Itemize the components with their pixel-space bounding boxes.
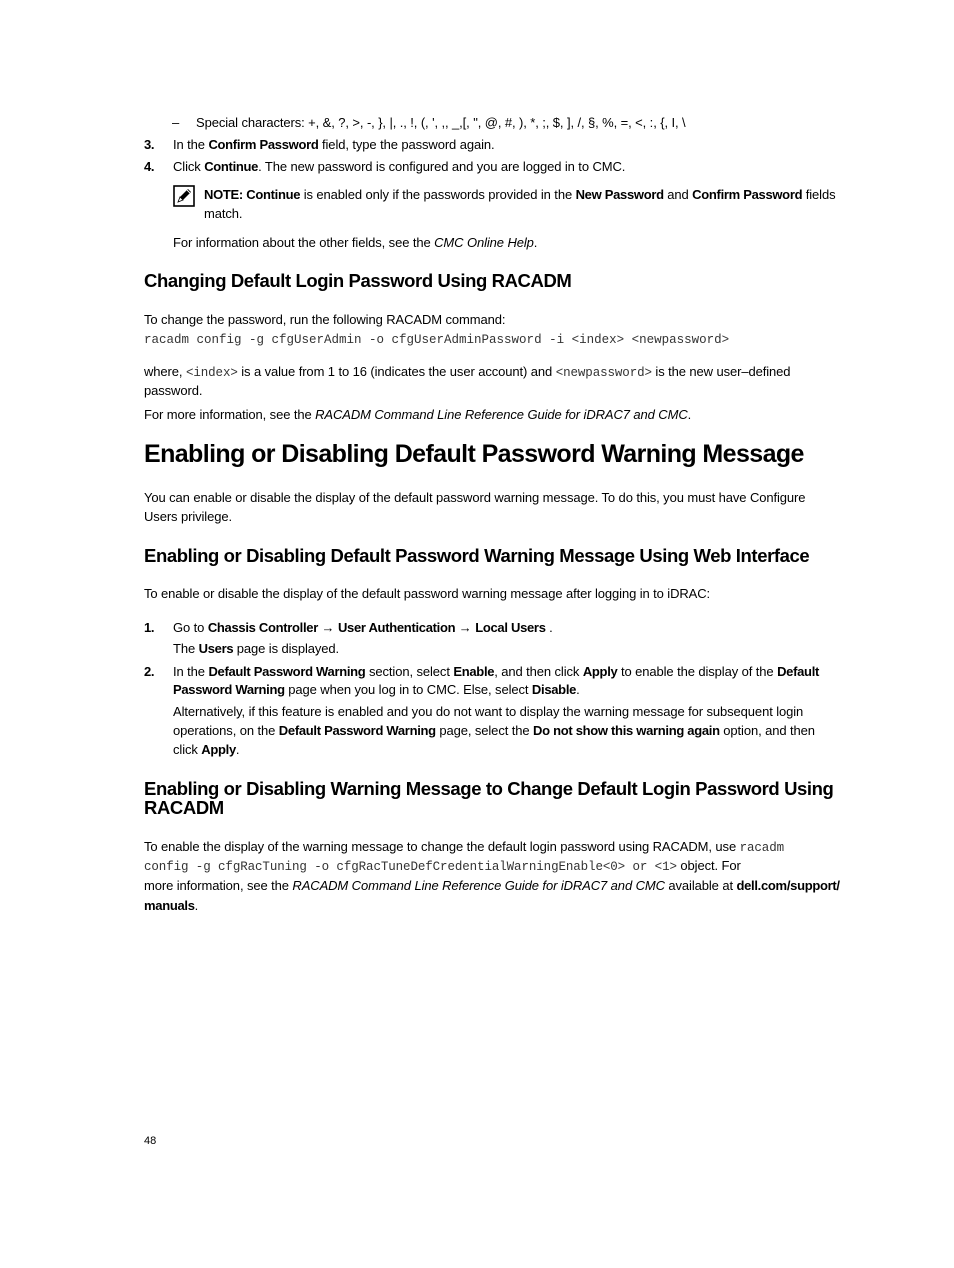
info-post: .: [533, 235, 538, 250]
more-info-post: .: [687, 407, 692, 422]
step-4-post: . The new password is configured and you are logged in to CMC.: [258, 159, 626, 174]
info-pre: For information about the other fields, see the: [173, 235, 435, 250]
heading-enabling-disabling-warning: Enabling or Disabling Default Password Warning Message: [144, 440, 804, 468]
s2-l1-t3: to enable the display of the: [617, 664, 778, 679]
where-text-3: is the new user–defined: [651, 364, 791, 379]
result-post: page is displayed.: [233, 641, 340, 656]
note-text-3: fields: [802, 187, 836, 202]
users-page-ref: Users: [198, 641, 234, 656]
code-newpassword: <newpassword>: [555, 366, 652, 380]
code-racadm: racadm: [739, 841, 785, 855]
alt-line-2: [173, 721, 815, 740]
racadm2-line-4: [144, 896, 198, 915]
arrow-right-icon: →: [318, 620, 338, 635]
more-info-pre: For more information, see the: [144, 407, 316, 422]
where-line-1: [144, 362, 790, 383]
s2-disable: Disable: [531, 682, 577, 697]
s2-default: Default: [777, 664, 820, 679]
racadm2-l3-pre: more information, see the: [144, 878, 293, 893]
pencil-note-icon: [173, 185, 195, 207]
page-number: 48: [144, 1135, 157, 1147]
main-intro-line-2: Users privilege.: [144, 509, 232, 524]
racadm2-l4-post: .: [194, 898, 199, 913]
racadm2-line-2: [144, 856, 741, 877]
alt-line-3: [173, 740, 239, 759]
s2-password-warning: Password Warning: [173, 682, 285, 697]
special-chars-text: Special characters: +, &, ?, >, -, }, |, ., !, (, ', ,, _,[, ", @, #, ), *, ;, $, ], /, §, %, =, <, :, {, I, \: [196, 115, 686, 130]
menu-user-authentication: User Authentication: [337, 620, 456, 635]
code-cfgractuning: config -g cfgRacTuning -o cfgRacTuneDefCredentialWarningEnable<0> or <1>: [144, 860, 677, 874]
step-number: 1.: [144, 620, 155, 635]
heading-racadm-warning-line-1: Enabling or Disabling Warning Message to Change Default Login Password Using: [144, 778, 834, 799]
s2-l1-t1: section, select: [365, 664, 454, 679]
result-pre: The: [173, 641, 199, 656]
menu-local-users: Local Users: [475, 620, 546, 635]
web-step-2-line-2: [173, 680, 580, 699]
note-bold-new-password: New Password: [575, 187, 664, 202]
s2-enable: Enable: [453, 664, 495, 679]
heading-changing-password-racadm: Changing Default Login Password Using RACADM: [144, 270, 572, 291]
note-line-2: match.: [204, 206, 243, 221]
note-bold-continue: Continue: [246, 187, 301, 202]
racadm2-line-1: [144, 837, 784, 858]
step-number: 4.: [144, 159, 155, 174]
step-3-post: field, type the password again.: [318, 137, 495, 152]
racadm2-l2-post: object. For: [676, 858, 741, 873]
where-text-1: where,: [144, 364, 186, 379]
alt-l3-post: .: [235, 742, 240, 757]
alt-l3-pre: click: [173, 742, 202, 757]
s2-apply: Apply: [582, 664, 618, 679]
racadm-guide-ref-2: RACADM Command Line Reference Guide for iDRAC7 and CMC: [292, 878, 665, 893]
s2-l2-t2: .: [576, 682, 580, 697]
dell-support-link[interactable]: dell.com/support/: [736, 878, 840, 893]
step-1-pre: Go to: [173, 620, 208, 635]
s2-l1-t2: , and then click: [494, 664, 583, 679]
alt-line-1: Alternatively, if this feature is enabled and you do not want to display the warning message for subsequent login: [173, 704, 804, 719]
step-number: 2.: [144, 664, 155, 679]
note-text-1: is enabled only if the passwords provided in the: [300, 187, 576, 202]
heading-racadm-warning-line-2: RACADM: [144, 797, 224, 818]
racadm-more-info: [144, 405, 691, 424]
menu-chassis-controller: Chassis Controller: [207, 620, 318, 635]
web-step-1-result: [173, 639, 339, 658]
note-bold-confirm-password: Confirm Password: [692, 187, 803, 202]
alt-l2-t1: page, select the: [435, 723, 534, 738]
cmc-online-help-ref: CMC Online Help: [434, 235, 534, 250]
step-4-pre: Click: [173, 159, 205, 174]
alt-default-password-warning: Default Password Warning: [278, 723, 436, 738]
step-3-pre: In the: [173, 137, 209, 152]
note-label: NOTE:: [204, 187, 247, 202]
s2-l1-pre: In the: [173, 664, 209, 679]
note-text-2: and: [663, 187, 693, 202]
racadm2-line-3: [144, 876, 840, 895]
s2-l2-t1: page when you log in to CMC. Else, select: [284, 682, 532, 697]
alt-l2-pre: operations, on the: [173, 723, 279, 738]
dash-marker: –: [172, 115, 180, 130]
info-line: [173, 233, 537, 252]
step-1-post: .: [545, 620, 553, 635]
note-line-1: [204, 185, 836, 204]
alt-apply: Apply: [201, 742, 236, 757]
racadm-command: racadm config -g cfgUserAdmin -o cfgUserAdminPassword -i <index> <newpassword>: [144, 333, 730, 347]
arrow-right-icon: →: [455, 620, 476, 635]
racadm-guide-ref: RACADM Command Line Reference Guide for iDRAC7 and CMC: [315, 407, 688, 422]
web-intro: To enable or disable the display of the default password warning message after logging in to iDRAC:: [144, 586, 711, 601]
alt-l2-t2: option, and then: [719, 723, 815, 738]
dell-manuals-link[interactable]: manuals: [144, 898, 195, 913]
racadm2-l3-mid: available at: [664, 878, 737, 893]
code-index: <index>: [185, 366, 238, 380]
racadm2-l1-pre: To enable the display of the warning message to change the default login password using RACADM, use: [144, 839, 740, 854]
step-4-bold: Continue: [204, 159, 259, 174]
racadm-intro: To change the password, run the following RACADM command:: [144, 312, 506, 327]
step-number: 3.: [144, 137, 155, 152]
special-chars-bullet: [172, 113, 179, 132]
heading-web-interface: Enabling or Disabling Default Password Warning Message Using Web Interface: [144, 545, 810, 566]
step-3-bold: Confirm Password: [208, 137, 319, 152]
alt-do-not-show-option: Do not show this warning again: [533, 723, 720, 738]
where-text-2: is a value from 1 to 16 (indicates the user account) and: [237, 364, 556, 379]
where-line-2: password.: [144, 383, 203, 398]
main-intro-line-1: You can enable or disable the display of the default password warning message. To do this, you must have Configure: [144, 490, 806, 505]
s2-default-password-warning: Default Password Warning: [208, 664, 366, 679]
